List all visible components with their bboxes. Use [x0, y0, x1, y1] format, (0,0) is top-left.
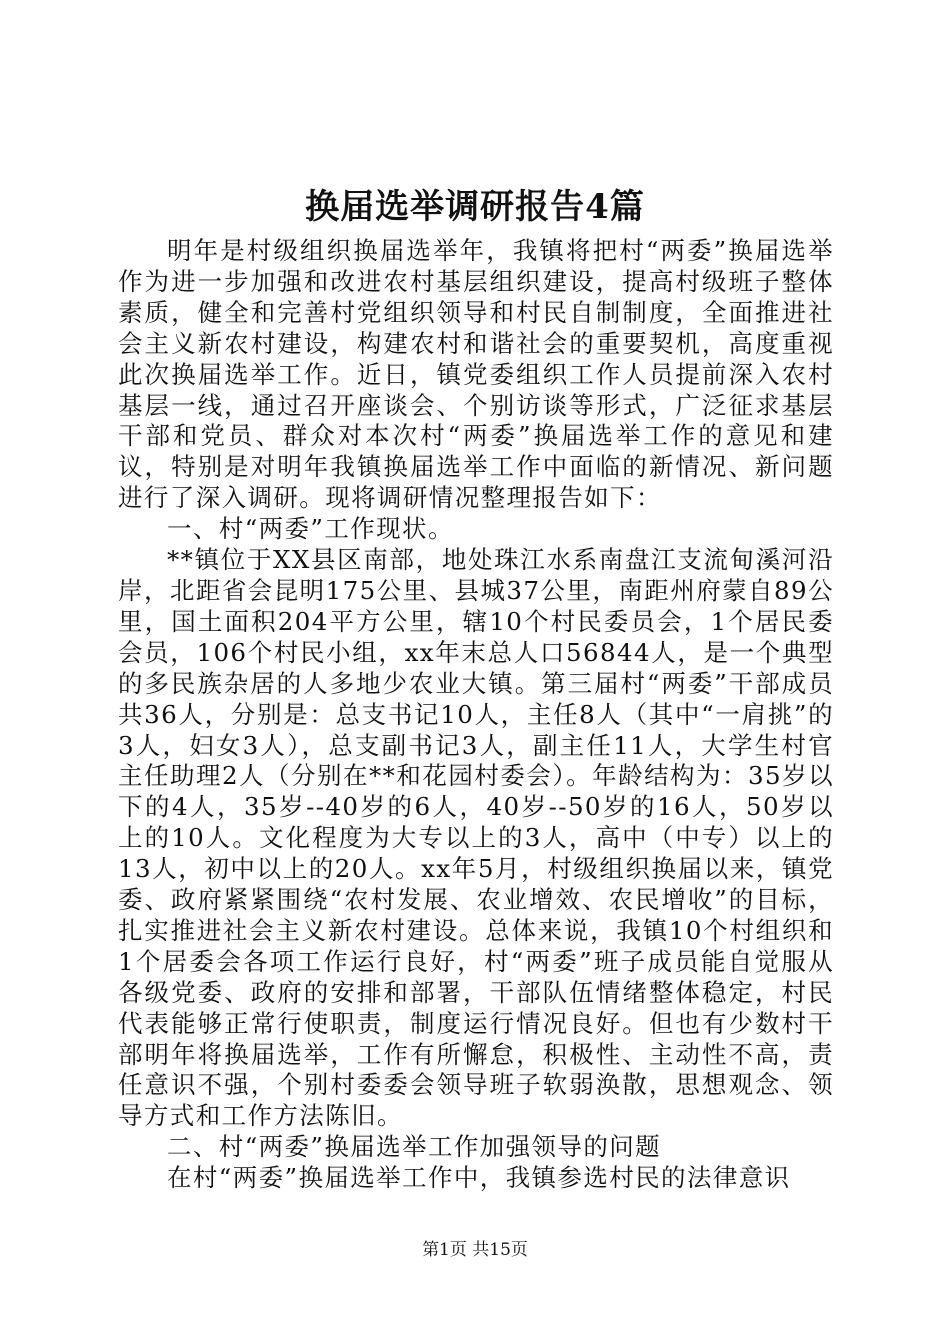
section-heading-1: 一、村“两委”工作现状。: [167, 514, 454, 544]
paragraph-continued: 在村“两委”换届选举工作中，我镇参选村民的法律意识: [167, 1163, 791, 1193]
page-number-footer: 第1页 共15页: [422, 1240, 528, 1260]
section-heading-2: 二、村“两委”换届选举工作加强领导的问题: [167, 1132, 662, 1162]
document-body: [118, 236, 834, 1194]
paragraph-intro: 明年是村级组织换届选举年，我镇将把村“两委”换届选举作为进一步加强和改进农村基层组织建设，提高村级班子整体素质，健全和完善村党组织领导和村民自制制度，全面推进社会主义新农村建设，构建农村和谐社会的重要契机，高度重视此次换届选举工作。近日，镇党委组织工作人员提前深入农村基层一线，通过召开座谈会、个别访谈等形式，广泛征求基层干部和党员、群众对本次村“两委”换届选举工作的意见和建议，特别是对明年我镇换届选举工作中面临的新情况、新问题进行了深入调研。现将调研情况整理报告如下：: [118, 236, 834, 513]
paragraph-status: **镇位于XX县区南部，地处珠江水系南盘江支流甸溪河沿岸，北距省会昆明175公里、县城37公里，南距州府蒙自89公里，国土面积204平方公里，辖10个村民委员会，1个居民委会员，106个村民小组，xx年末总人口56844人，是一个典型的多民族杂居的人多地少农业大镇。第三届村“两委”干部成员共36人，分别是：总支书记10人，主任8人（其中“一肩挑”的3人，妇女3人），总支副书记3人，副主任11人，大学生村官主任助理2人（分别在**和花园村委会）。年龄结构为：35岁以下的4人，35岁--40岁的6人，40岁--50岁的16人，50岁以上的10人。文化程度为大专以上的3人，高中（中专）以上的13人，初中以上的20人。xx年5月，村级组织换届以来，镇党委、政府紧紧围绕“农村发展、农业增效、农民增收”的目标，扎实推进社会主义新农村建设。总体来说，我镇10个村组织和1个居委会各项工作运行良好，村“两委”班子成员能自觉服从各级党委、政府的安排和部署，干部队伍情绪整体稳定，村民代表能够正常行使职责，制度运行情况良好。但也有少数村干部明年将换届选举，工作有所懈怠，积极性、主动性不高，责任意识不强，个别村委委会领导班子软弱涣散，思想观念、领导方式和工作方法陈旧。: [118, 545, 834, 1131]
document-title: 换届选举调研报告4篇: [305, 187, 645, 227]
